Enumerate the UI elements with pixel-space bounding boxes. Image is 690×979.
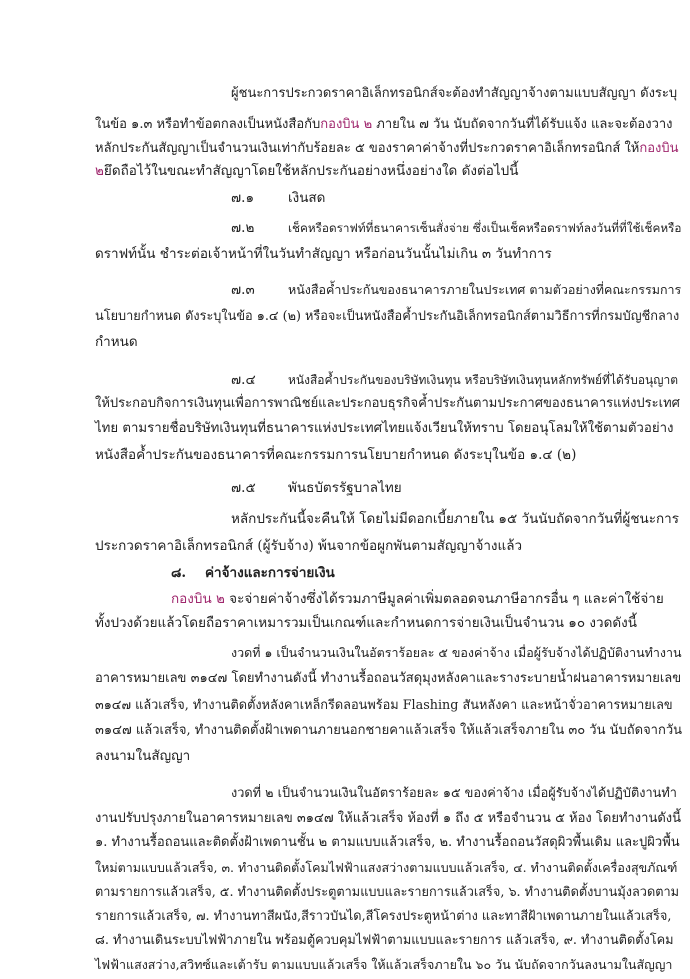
intro-line-1: ผู้ชนะการประกวดราคาอิเล็กทรอนิกส์จะต้องทำสัญญาจ้างตามแบบสัญญา ดังระบุ <box>231 86 678 101</box>
installment-2-line-8: ไฟฟ้าแสงสว่าง,สวิทซ์และเต้ารับ ตามแบบแล้วเสร็จ ให้แล้วเสร็จภายใน ๖๐ วัน นับถัดจากวันลงนามในสัญญา <box>95 957 673 972</box>
item-7-4-line-3: ไทย ตามรายชื่อบริษัทเงินทุนที่ธนาคารแห่งประเทศไทยแจ้งเวียนให้ทราบ โดยอนุโลมให้ใช้ตามตัวอย่าง <box>95 421 674 437</box>
item-7-2-number: ๗.๒ <box>231 220 255 237</box>
installment-2-line-2: งานปรับปรุงภายในอาคารหมายเลข ๓๑๔๗ ให้แล้วเสร็จ ห้องที่ ๑ ถึง ๕ หรือจำนวน ๕ ห้อง โดยทำงานดังนี้ <box>95 811 682 827</box>
intro-line-4-end: ยึดถือไว้ในขณะทำสัญญาโดยใช้หลักประกันอย่างหนึ่งอย่างใด ดังต่อไปนี้ <box>103 163 519 180</box>
item-7-2-line-2: ดราฟท์นั้น ชำระต่อเจ้าหน้าที่ในวันทำสัญญา หรือก่อนวันนั้นไม่เกิน ๓ วันทำการ <box>95 246 552 263</box>
item-7-3-line-1: หนังสือค้ำประกันของธนาคารภายในประเทศ ตามตัวอย่างที่คณะกรรมการ <box>288 282 682 297</box>
payment-line-2: ทั้งปวงด้วยแล้วโดยถือราคาเหมารวมเป็นเกณฑ์และกำหนดการจ่ายเงินเป็นจำนวน ๑๐ งวดดังนี้ <box>95 615 637 632</box>
installment-1-line-5: ลงนามในสัญญา <box>95 748 191 765</box>
item-7-4-line-1: หนังสือค้ำประกันของบริษัทเงินทุน หรือบริษัทเงินทุนหลักทรัพย์ที่ได้รับอนุญาต <box>288 372 679 387</box>
installment-2-line-3: ๑. ทำงานรื้อถอนและติดตั้งฝ้าเพดานชั้น ๒ ตามแบบแล้วเสร็จ, ๒. ทำงานรื้อถอนวัสดุผิวพื้นเดิม และปูผิวพื้น <box>95 835 680 851</box>
intro-line-2 <box>95 115 673 135</box>
org-name: กองบิน ๒ <box>171 591 225 607</box>
org-name: กองบิน ๒ <box>320 116 373 132</box>
return-line-1: หลักประกันนี้จะคืนให้ โดยไม่มีดอกเบี้ยภายใน ๑๕ วันนับถัดจากวันที่ผู้ชนะการ <box>231 510 679 527</box>
installment-1-line-2: อาคารหมายเลข ๓๑๔๗ โดยทำงานดังนี้ ทำงานรื้อถอนวัสดุมุงหลังคาและรางระบายน้ำฝนอาคารหมายเลข <box>95 671 682 687</box>
installment-2-line-6: รายการแล้วเสร็จ, ๗. ทำงานทาสีผนัง,สีราวบันได,สีโครงประตูหน้าต่าง และทาสีฝ้าเพดานภายในแล้วเสร็จ, <box>95 908 672 924</box>
item-7-3-line-2: นโยบายกำหนด ดังระบุในข้อ ๑.๔ (๒) หรือจะเป็นหนังสือค้ำประกันอิเล็กทรอนิกส์ตามวิธีการที่กรมบัญชีกลาง <box>95 309 680 325</box>
item-7-3-line-3: กำหนด <box>95 334 138 351</box>
intro-line-2-end: ภายใน ๗ วัน นับถัดจากวันที่ได้รับแจ้ง และจะต้องวาง <box>372 116 673 132</box>
intro-line-2-start: ในข้อ ๑.๓ หรือทำข้อตกลงเป็นหนังสือกับ <box>95 116 321 132</box>
intro-line-4 <box>95 161 518 181</box>
installment-2-line-5: ตามรายการแล้วเสร็จ, ๕. ทำงานติดตั้งประตูตามแบบและรายการแล้วเสร็จ, ๖. ทำงานติดตั้งบานมุ้งลวดตาม <box>95 884 680 900</box>
intro-line-3 <box>95 139 679 159</box>
item-7-4-line-2: ให้ประกอบกิจการเงินทุนเพื่อการพาณิชย์และประกอบธุรกิจค้ำประกันตามประกาศของธนาคารแห่งประเทศ <box>95 396 680 411</box>
org-name: ๒ <box>95 163 104 180</box>
section-8-number: ๘. <box>171 565 187 581</box>
payment-line-1 <box>171 589 664 609</box>
intro-line-3-start: หลักประกันสัญญาเป็นจำนวนเงินเท่ากับร้อยละ ๕ ของราคาค่าจ้างที่ประกวดราคาอิเล็กทรอนิกส์ ให้ <box>95 141 640 156</box>
installment-2-line-7: ๘. ทำงานเดินระบบไฟฟ้าภายใน พร้อมตู้ควบคุมไฟฟ้าตามแบบและรายการ แล้วเสร็จ, ๙. ทำงานติดตั้งโคม <box>95 932 674 948</box>
item-7-1-number: ๗.๑ <box>231 190 255 207</box>
org-name: กองบิน <box>639 141 679 156</box>
installment-1-line-4: ๓๑๔๗ แล้วเสร็จ, ทำงานติดตั้งฝ้าเพดานภายนอกชายคาแล้วเสร็จ ให้แล้วเสร็จภายใน ๓๐ วัน นับถัดจากวัน <box>95 723 683 739</box>
item-7-4-line-4: หนังสือค้ำประกันของธนาคารที่คณะกรรมการนโยบายกำหนด ดังระบุในข้อ ๑.๔ (๒) <box>95 447 577 464</box>
payment-line-1-end: จะจ่ายค่าจ้างซึ่งได้รวมภาษีมูลค่าเพิ่มตลอดจนภาษีอากรอื่น ๆ และค่าใช้จ่าย <box>224 591 664 607</box>
item-7-5-number: ๗.๕ <box>231 480 256 496</box>
item-7-4-number: ๗.๔ <box>231 371 256 388</box>
installment-2-line-4: ใหม่ตามแบบแล้วเสร็จ, ๓. ทำงานติดตั้งโคมไฟฟ้าแสงสว่างตามแบบแล้วเสร็จ, ๔. ทำงานติดตั้งเครื่องสุขภัณฑ์ <box>95 859 678 875</box>
item-7-1-text: เงินสด <box>288 190 326 207</box>
return-line-2: ประกวดราคาอิเล็กทรอนิกส์ (ผู้รับจ้าง) พ้นจากข้อผูกพันตามสัญญาจ้างแล้ว <box>95 537 523 554</box>
item-7-5-text: พันธบัตรรัฐบาลไทย <box>288 480 402 496</box>
section-8-title: ค่าจ้างและการจ่ายเงิน <box>205 565 335 581</box>
item-7-2-line-1: เช็คหรือดราฟท์ที่ธนาคารเซ็นสั่งจ่าย ซึ่งเป็นเช็คหรือดราฟท์ลงวันที่ที่ใช้เช็คหรือ <box>288 221 682 236</box>
installment-1-line-3: ๓๑๔๗ แล้วเสร็จ, ทำงานติดตั้งหลังคาเหล็กรีดลอนพร้อม Flashing สันหลังคา และหน้าจั่วอาคารหมายเลข <box>95 698 673 714</box>
item-7-3-number: ๗.๓ <box>231 282 255 298</box>
installment-1-line-1: งวดที่ ๑ เป็นจำนวนเงินในอัตราร้อยละ ๕ ของค่าจ้าง เมื่อผู้รับจ้างได้ปฏิบัติงานทำงาน <box>231 645 682 661</box>
installment-2-line-1: งวดที่ ๒ เป็นจำนวนเงินในอัตราร้อยละ ๑๕ ของค่าจ้าง เมื่อผู้รับจ้างได้ปฏิบัติงานทำ <box>231 786 677 802</box>
